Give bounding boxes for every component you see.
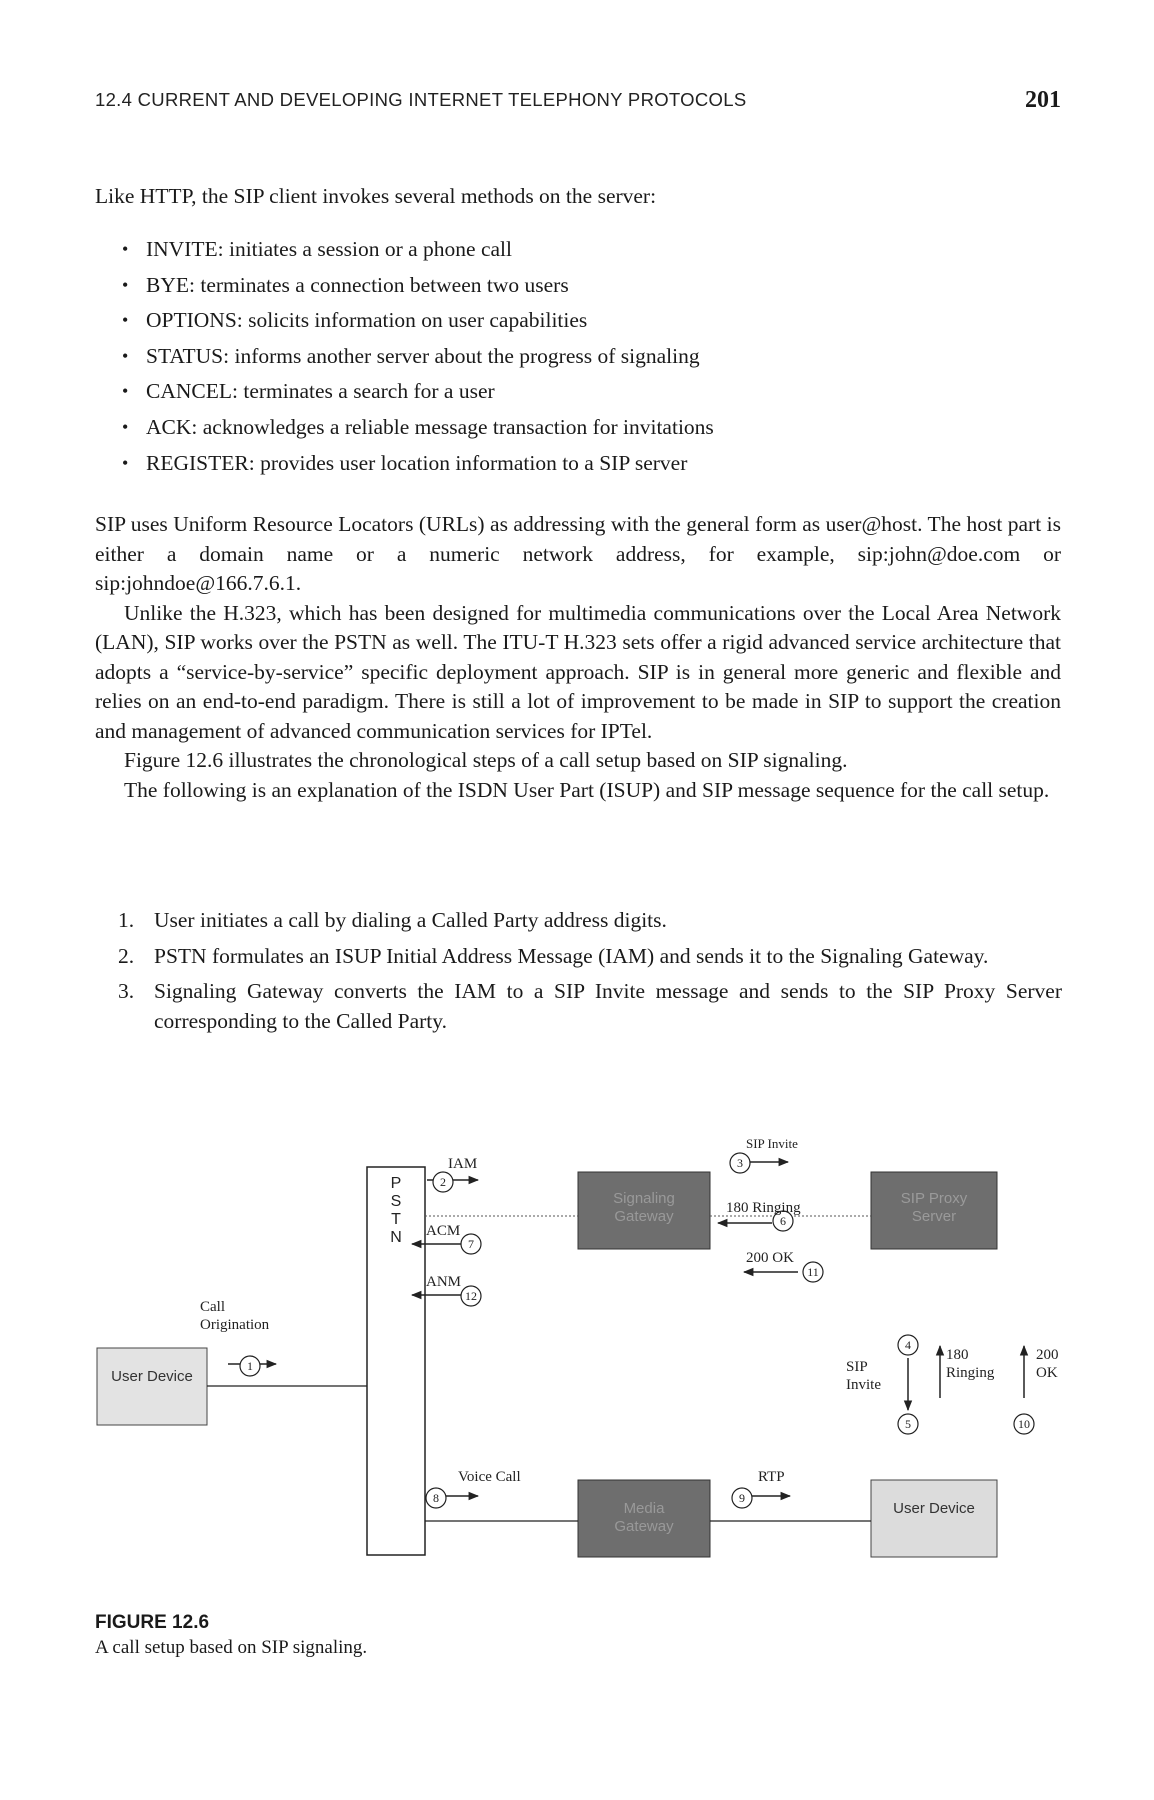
paragraph-figure-ref: Figure 12.6 illustrates the chronological steps of a call setup based on SIP signaling. [124, 748, 848, 772]
signaling-gateway-label: Signaling Gateway [613, 1190, 675, 1225]
pstn-label: P S T N [390, 1175, 402, 1246]
list-item: • CANCEL: terminates a search for a user [122, 374, 1062, 410]
step-number-10: 10 [1018, 1417, 1030, 1431]
user-device-right-label: User Device [893, 1500, 975, 1517]
page-number: 201 [1025, 87, 1061, 113]
step-number-5: 5 [905, 1417, 911, 1431]
step-number-8: 8 [433, 1491, 439, 1505]
figure-caption-title: FIGURE 12.6 [95, 1612, 210, 1633]
sip-invite-top-label: SIP Invite [746, 1136, 798, 1151]
figure-caption-text: A call setup based on SIP signaling. [95, 1637, 368, 1658]
step-number-7: 7 [468, 1237, 474, 1251]
ringing-180-up-label: 180 Ringing [946, 1347, 995, 1381]
list-item: 1. User initiates a call by dialing a Called Party address digits. [118, 908, 667, 932]
body-paragraphs [95, 510, 1061, 805]
list-item: 3. Signaling Gateway converts the IAM to a SIP Invite message and sends to the SIP Proxy Server corresponding to the Called Party. [118, 979, 1062, 1033]
call-origination-label: Call Origination [200, 1299, 270, 1333]
media-gateway-label: Media Gateway [614, 1500, 674, 1535]
list-item: • BYE: terminates a connection between two users [122, 268, 1062, 304]
list-item: • OPTIONS: solicits information on user capabilities [122, 303, 1062, 339]
list-item: • REGISTER: provides user location information to a SIP server [122, 446, 1062, 482]
paragraph-urls: SIP uses Uniform Resource Locators (URLs) as addressing with the general form as user@host. The host part is either a domain name or a numeric network address, for example, sip:john@doe.com or sip:johndoe@166.7.6.1. [95, 512, 1061, 595]
list-item: • ACK: acknowledges a reliable message transaction for invitations [122, 410, 1062, 446]
step-number-6: 6 [780, 1214, 786, 1228]
acm-label: ACM [426, 1223, 461, 1239]
step-number-4: 4 [905, 1338, 911, 1352]
step-number-2: 2 [440, 1175, 446, 1189]
ringing-180-top-label: 180 Ringing [726, 1200, 801, 1216]
user-device-right-box [871, 1480, 997, 1557]
ok-200-up-label: 200 OK [1036, 1347, 1059, 1381]
intro-paragraph: Like HTTP, the SIP client invokes several methods on the server: [95, 184, 657, 208]
ok-200-top-label: 200 OK [746, 1250, 794, 1266]
sip-proxy-server-label: SIP Proxy Server [900, 1190, 968, 1225]
list-item: • STATUS: informs another server about the progress of signaling [122, 339, 1062, 375]
call-setup-steps [118, 906, 1062, 1042]
iam-label: IAM [448, 1156, 478, 1172]
sip-call-setup-diagram [90, 1120, 1090, 1590]
list-item: 2. PSTN formulates an ISUP Initial Address Message (IAM) and sends it to the Signaling Gateway. [118, 943, 989, 968]
voice-call-label: Voice Call [458, 1469, 521, 1485]
anm-label: ANM [426, 1274, 462, 1290]
user-device-left-label: User Device [111, 1368, 193, 1385]
running-head: 12.4 CURRENT AND DEVELOPING INTERNET TELEPHONY PROTOCOLS [95, 89, 747, 110]
step-number-9: 9 [739, 1491, 745, 1505]
paragraph-isup: The following is an explanation of the ISDN User Part (ISUP) and SIP message sequence for the call setup. [124, 777, 1050, 802]
step-number-11: 11 [807, 1265, 819, 1279]
step-number-12: 12 [465, 1289, 477, 1303]
step-number-3: 3 [737, 1156, 743, 1170]
paragraph-h323: Unlike the H.323, which has been designed for multimedia communications over the Local Area Network (LAN), SIP works over the PSTN as well. The ITU-T H.323 sets offer a rigid advanced service architecture that adopts a “service-by-service” specific deployment approach. SIP is in general more generic and flexible and relies on an end-to-end paradigm. There is still a lot of improvement to be made in SIP to support the creation and management of advanced communication services for IPTel. [95, 600, 1061, 743]
step-number-1: 1 [247, 1359, 253, 1373]
user-device-left-box [97, 1348, 207, 1425]
sip-invite-down-label: SIP Invite [846, 1359, 881, 1393]
rtp-label: RTP [758, 1469, 785, 1485]
sip-methods-list [122, 232, 1062, 481]
list-item: • INVITE: initiates a session or a phone call [122, 232, 1062, 268]
